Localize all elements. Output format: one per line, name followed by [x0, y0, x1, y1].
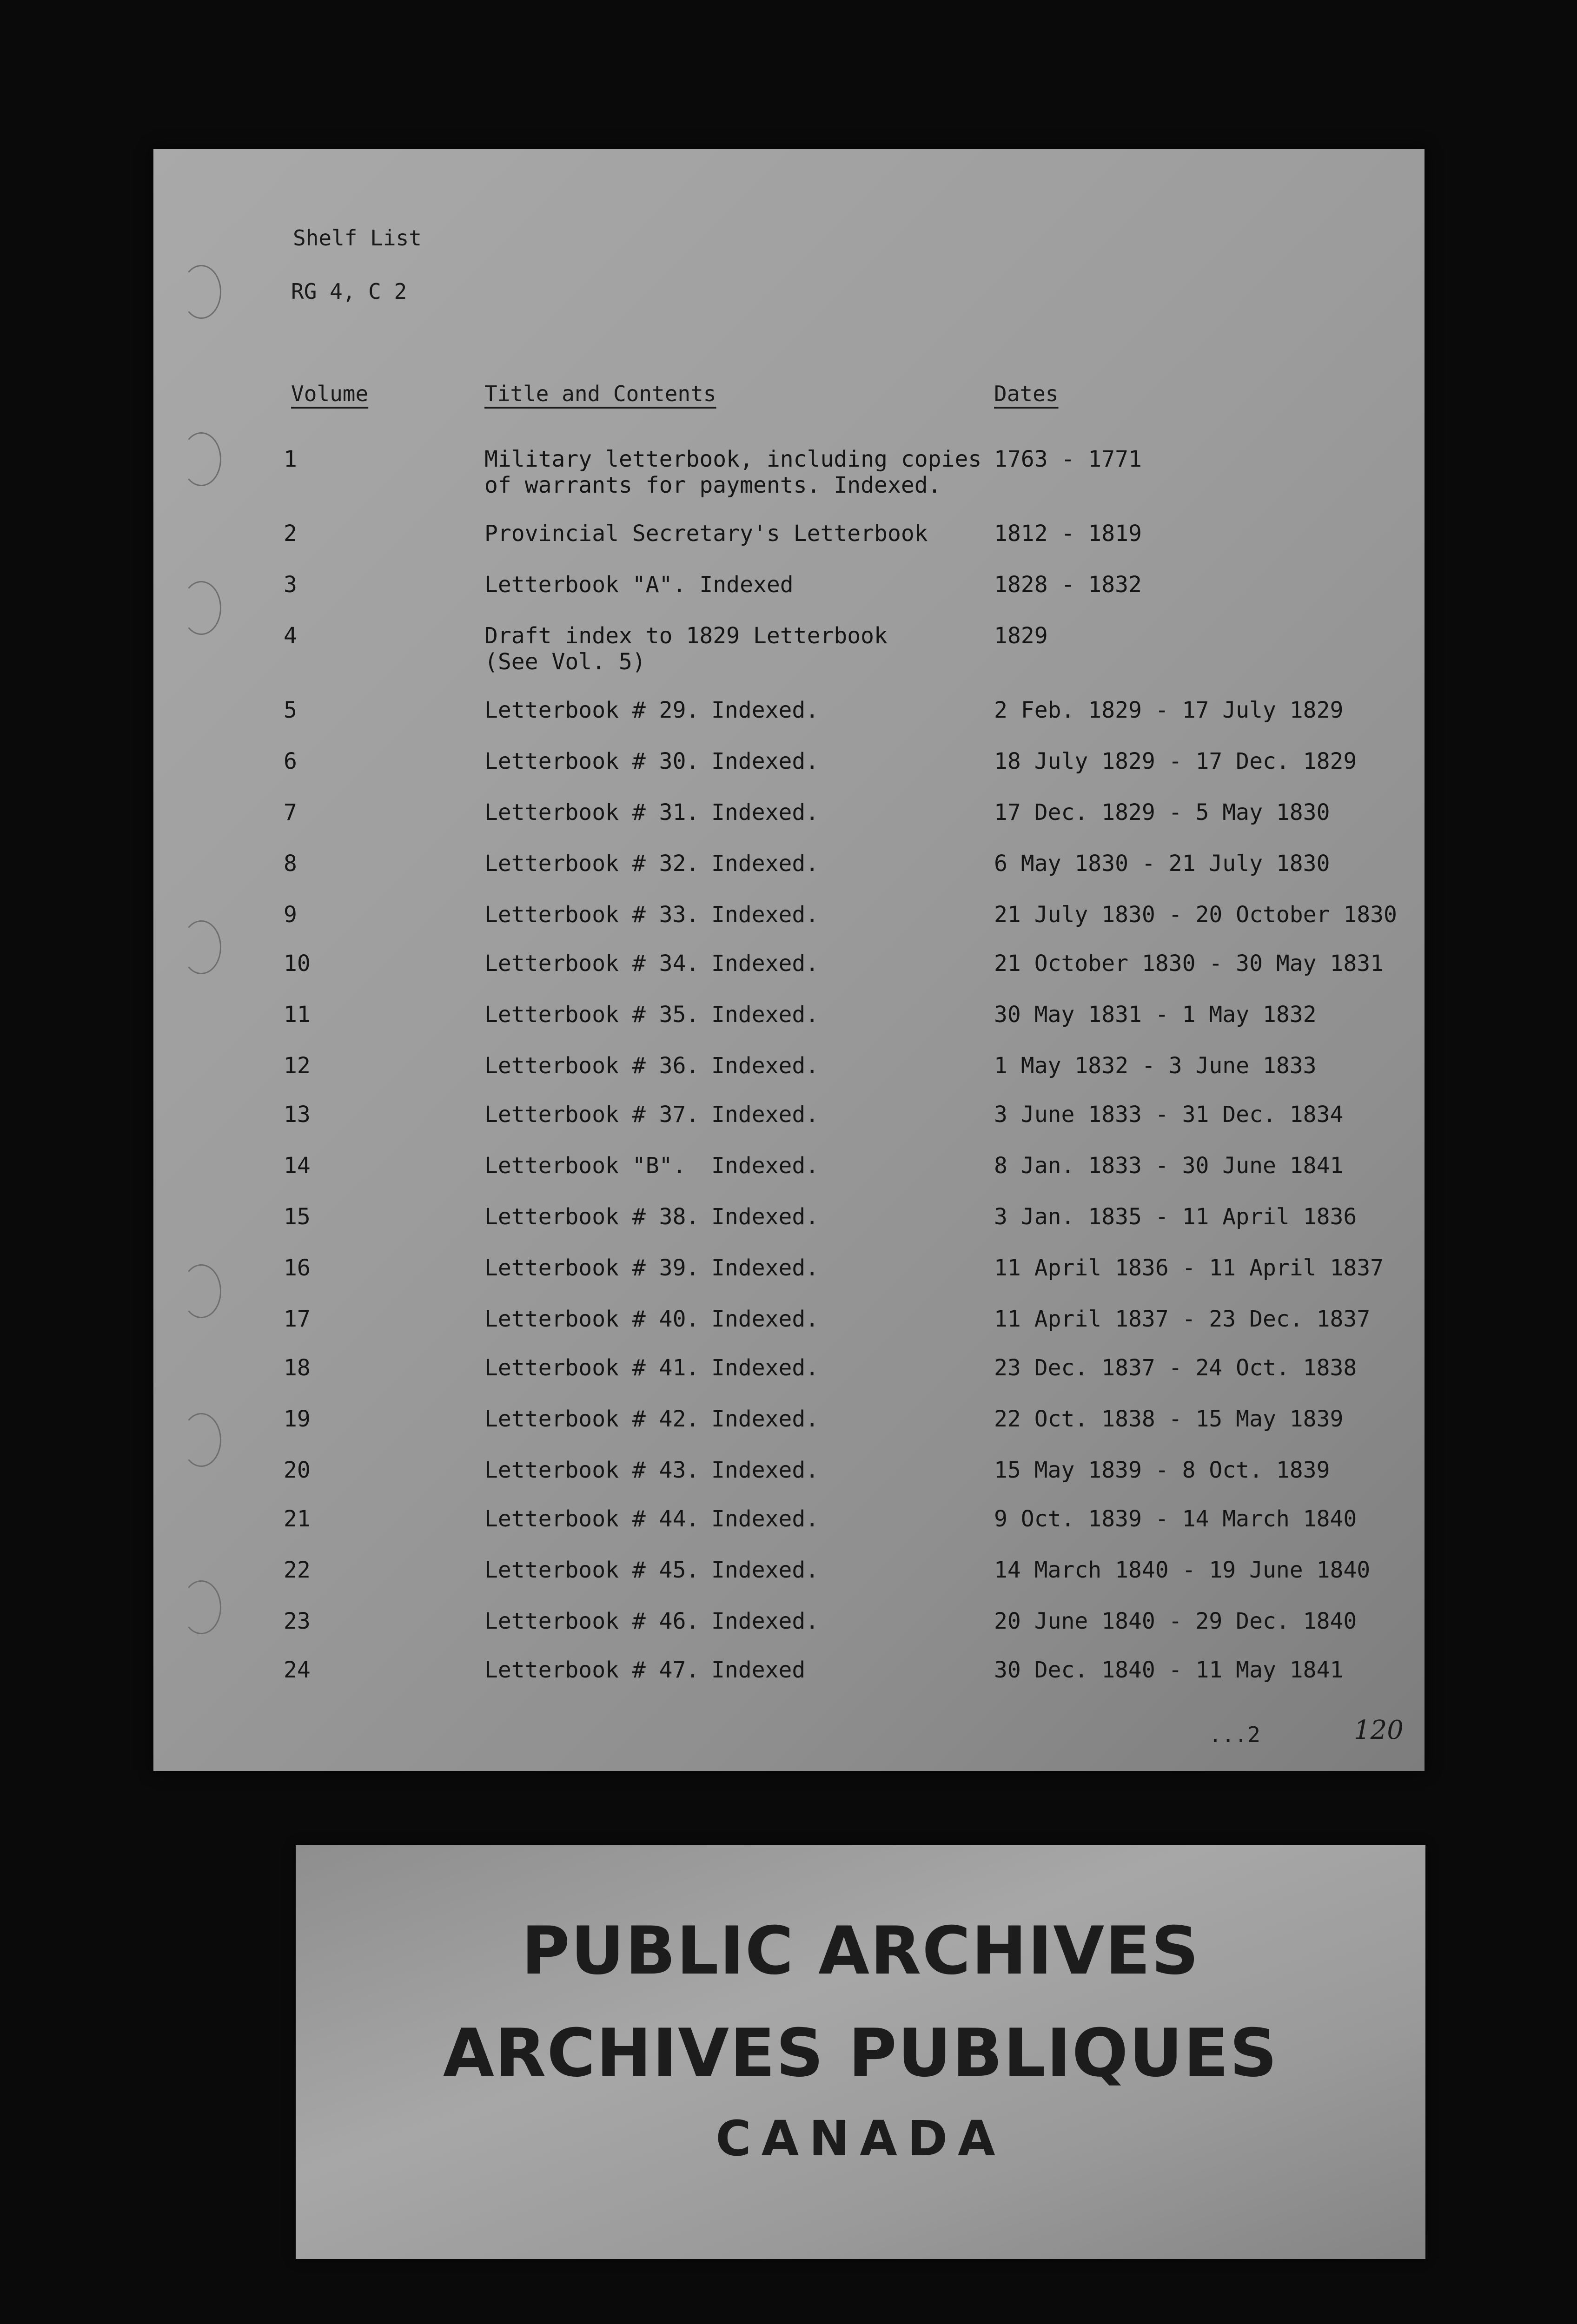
indexed-note: Indexed — [711, 1657, 806, 1683]
indexed-note: Indexed. — [711, 748, 819, 774]
title-and-contents: Letterbook # 42. — [484, 1406, 700, 1432]
label-line-country: CANADA — [716, 2110, 1006, 2167]
indexed-note: Indexed. — [711, 1406, 819, 1432]
volume-number: 12 — [284, 1053, 311, 1079]
title-and-contents: Letterbook # 37. — [484, 1102, 700, 1128]
volume-number: 10 — [284, 951, 311, 977]
date-range: 2 Feb. 1829 - 17 July 1829 — [994, 697, 1344, 723]
punch-hole — [181, 1413, 221, 1467]
punch-hole — [181, 920, 221, 974]
volume-number: 20 — [284, 1457, 311, 1483]
volume-number: 13 — [284, 1102, 311, 1128]
date-range: 11 April 1836 - 11 April 1837 — [994, 1255, 1384, 1281]
date-range: 1 May 1832 - 3 June 1833 — [994, 1053, 1317, 1079]
date-range: 15 May 1839 - 8 Oct. 1839 — [994, 1457, 1330, 1483]
volume-number: 1 — [284, 446, 297, 472]
date-range: 1829 — [994, 623, 1048, 649]
indexed-note: Indexed. — [711, 1102, 819, 1128]
date-range: 21 October 1830 - 30 May 1831 — [994, 951, 1384, 977]
date-range: 6 May 1830 - 21 July 1830 — [994, 851, 1330, 877]
volume-number: 9 — [284, 902, 297, 928]
title-and-contents: Provincial Secretary's Letterbook — [484, 521, 928, 547]
indexed-note: Indexed. — [711, 799, 819, 825]
title-and-contents: Letterbook # 43. — [484, 1457, 700, 1483]
punch-hole — [181, 1580, 221, 1634]
label-line-english: PUBLIC ARCHIVES — [521, 1913, 1200, 1989]
date-range: 11 April 1837 - 23 Dec. 1837 — [994, 1306, 1371, 1332]
shelf-list-sheet — [153, 149, 1425, 1771]
date-range: 18 July 1829 - 17 Dec. 1829 — [994, 748, 1357, 774]
date-range: 1828 - 1832 — [994, 572, 1142, 598]
date-range: 8 Jan. 1833 - 30 June 1841 — [994, 1153, 1344, 1179]
volume-number: 7 — [284, 799, 297, 825]
indexed-note: Indexed. — [711, 1557, 819, 1583]
indexed-note: Indexed. — [711, 1053, 819, 1079]
title-and-contents: Letterbook # 40. — [484, 1306, 700, 1332]
title-and-contents: Letterbook # 32. — [484, 851, 700, 877]
indexed-note: Indexed. — [711, 1002, 819, 1028]
indexed-note: Indexed. — [711, 1355, 819, 1381]
title-and-contents: Letterbook # 47. — [484, 1657, 700, 1683]
title-and-contents: Letterbook # 33. — [484, 902, 700, 928]
column-header-dates: Dates — [994, 381, 1059, 406]
volume-number: 11 — [284, 1002, 311, 1028]
indexed-note: Indexed. — [711, 1457, 819, 1483]
indexed-note: Indexed. — [711, 1506, 819, 1532]
punch-hole — [181, 265, 221, 319]
volume-number: 3 — [284, 572, 297, 598]
title-and-contents: Military letterbook, including copies of warrants for payments. Indexed. — [484, 446, 982, 498]
date-range: 1763 - 1771 — [994, 446, 1142, 472]
title-and-contents: Letterbook # 35. — [484, 1002, 700, 1028]
date-range: 1812 - 1819 — [994, 521, 1142, 547]
indexed-note: Indexed. — [711, 951, 819, 977]
archives-label — [296, 1845, 1425, 2259]
volume-number: 23 — [284, 1608, 311, 1634]
column-header-volume: Volume — [291, 381, 369, 406]
title-and-contents: Letterbook # 44. — [484, 1506, 700, 1532]
volume-number: 22 — [284, 1557, 311, 1583]
indexed-note: Indexed. — [711, 851, 819, 877]
title-and-contents: Letterbook # 41. — [484, 1355, 700, 1381]
punch-hole — [181, 581, 221, 635]
title-and-contents: Letterbook # 36. — [484, 1053, 700, 1079]
date-range: 30 May 1831 - 1 May 1832 — [994, 1002, 1317, 1028]
title-and-contents: Letterbook # 29. — [484, 697, 700, 723]
title-and-contents: Letterbook # 34. — [484, 951, 700, 977]
punch-hole — [181, 1264, 221, 1318]
punch-hole — [181, 432, 221, 486]
volume-number: 5 — [284, 697, 297, 723]
title-and-contents: Letterbook # 45. — [484, 1557, 700, 1583]
date-range: 30 Dec. 1840 - 11 May 1841 — [994, 1657, 1344, 1683]
volume-number: 21 — [284, 1506, 311, 1532]
date-range: 21 July 1830 - 20 October 1830 — [994, 902, 1397, 928]
date-range: 3 Jan. 1835 - 11 April 1836 — [994, 1204, 1357, 1230]
title-and-contents: Letterbook "A". Indexed — [484, 572, 794, 598]
date-range: 9 Oct. 1839 - 14 March 1840 — [994, 1506, 1357, 1532]
title-and-contents: Letterbook # 31. — [484, 799, 700, 825]
indexed-note: Indexed. — [711, 697, 819, 723]
volume-number: 19 — [284, 1406, 311, 1432]
title-and-contents: Letterbook # 39. — [484, 1255, 700, 1281]
continued-marker: ...2 — [1209, 1722, 1260, 1747]
title-and-contents: Letterbook "B". — [484, 1153, 686, 1179]
date-range: 22 Oct. 1838 - 15 May 1839 — [994, 1406, 1344, 1432]
indexed-note: Indexed. — [711, 902, 819, 928]
volume-number: 17 — [284, 1306, 311, 1332]
column-header-title: Title and Contents — [484, 381, 716, 406]
date-range: 23 Dec. 1837 - 24 Oct. 1838 — [994, 1355, 1357, 1381]
indexed-note: Indexed. — [711, 1153, 819, 1179]
shelf-list-heading: Shelf List — [293, 225, 422, 251]
date-range: 17 Dec. 1829 - 5 May 1830 — [994, 799, 1330, 825]
volume-number: 14 — [284, 1153, 311, 1179]
indexed-note: Indexed. — [711, 1204, 819, 1230]
title-and-contents: Letterbook # 38. — [484, 1204, 700, 1230]
volume-number: 16 — [284, 1255, 311, 1281]
date-range: 3 June 1833 - 31 Dec. 1834 — [994, 1102, 1344, 1128]
page-number: 120 — [1354, 1715, 1404, 1745]
indexed-note: Indexed. — [711, 1608, 819, 1634]
indexed-note: Indexed. — [711, 1255, 819, 1281]
title-and-contents: Draft index to 1829 Letterbook (See Vol. 5) — [484, 623, 888, 675]
volume-number: 6 — [284, 748, 297, 774]
volume-number: 24 — [284, 1657, 311, 1683]
label-line-french: ARCHIVES PUBLIQUES — [443, 2015, 1278, 2092]
title-and-contents: Letterbook # 30. — [484, 748, 700, 774]
volume-number: 18 — [284, 1355, 311, 1381]
volume-number: 15 — [284, 1204, 311, 1230]
record-group: RG 4, C 2 — [291, 279, 407, 304]
date-range: 14 March 1840 - 19 June 1840 — [994, 1557, 1371, 1583]
volume-number: 4 — [284, 623, 297, 649]
volume-number: 2 — [284, 521, 297, 547]
volume-number: 8 — [284, 851, 297, 877]
date-range: 20 June 1840 - 29 Dec. 1840 — [994, 1608, 1357, 1634]
title-and-contents: Letterbook # 46. — [484, 1608, 700, 1634]
indexed-note: Indexed. — [711, 1306, 819, 1332]
